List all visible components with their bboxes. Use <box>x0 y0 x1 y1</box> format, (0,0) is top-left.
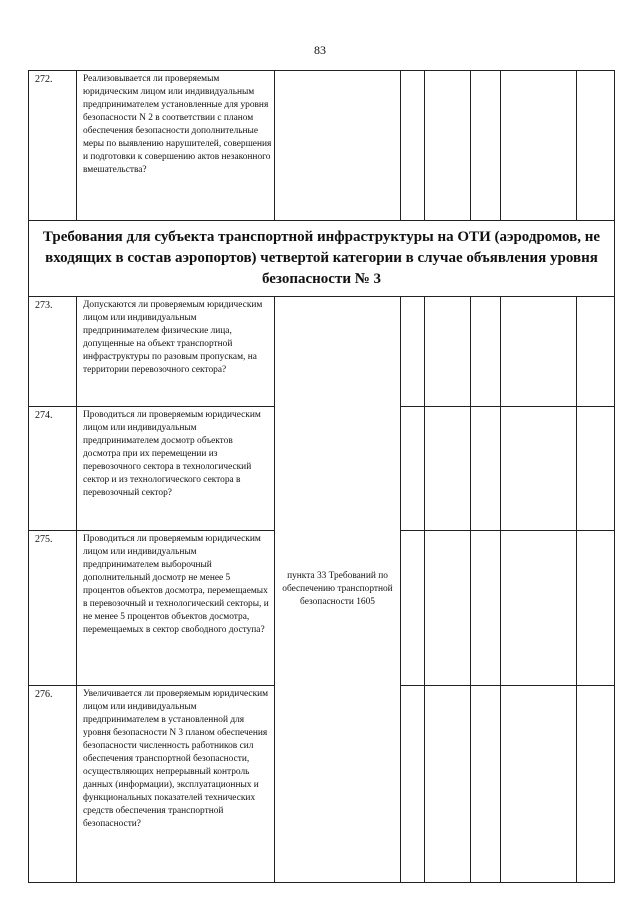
extra-cell <box>577 297 615 407</box>
table-row-273 <box>29 297 615 407</box>
question-text: Проводиться ли проверяемым юридическим лицом или индивидуальным предпринимателем досмотр объектов досмотра при их перемещении из перевозочного сектора в технологический сектор и из технологического сектора в перевозочный сектор? <box>77 407 275 531</box>
answer-cell-no <box>425 531 471 686</box>
extra-cell <box>577 71 615 221</box>
section-title: Требования для субъекта транспортной инфраструктуры на ОТИ (аэродромов, не входящих в состав аэропортов) четвертой категории в случае объявления уровня безопасности № 3 <box>29 221 615 297</box>
page-number: 83 <box>314 43 326 57</box>
row-number: 275. <box>29 531 77 686</box>
table-row-272 <box>29 71 615 221</box>
extra-cell <box>577 407 615 531</box>
answer-cell-na <box>471 71 501 221</box>
answer-cell-yes <box>401 686 425 883</box>
notes-cell <box>501 686 577 883</box>
question-text: Проводиться ли проверяемым юридическим лицом или индивидуальным предпринимателем выборочный дополнительный досмотр не менее 5 процентов объектов досмотра, перемещаемых в перевозочный и технологический секторы, и не менее 5 процентов объектов досмотра, перемещаемых в сектор свободного доступа? <box>77 531 275 686</box>
notes-cell <box>501 297 577 407</box>
row-number: 272. <box>29 71 77 221</box>
answer-cell-no <box>425 407 471 531</box>
section-header-row <box>29 221 615 297</box>
question-text: Допускаются ли проверяемым юридическим лицом или индивидуальным предпринимателем физические лица, допущенные на объект транспортной инфраструктуры по разовым пропускам, на территории перевозочного сектора? <box>77 297 275 407</box>
notes-cell <box>501 71 577 221</box>
answer-cell-na <box>471 297 501 407</box>
answer-cell-yes <box>401 297 425 407</box>
row-number: 274. <box>29 407 77 531</box>
answer-cell-na <box>471 407 501 531</box>
notes-cell <box>501 407 577 531</box>
row-number: 273. <box>29 297 77 407</box>
answer-cell-no <box>425 686 471 883</box>
question-text: Реализовывается ли проверяемым юридическим лицом или индивидуальным предпринимателем установленные для уровня безопасности N 2 в соответствии с планом обеспечения безопасности дополнительные меры по выявлению нарушителей, совершения и подготовки к совершению актов незаконного вмешательства? <box>77 71 275 221</box>
answer-cell-yes <box>401 531 425 686</box>
answer-cell-na <box>471 531 501 686</box>
answer-cell-no <box>425 71 471 221</box>
answer-cell-no <box>425 297 471 407</box>
reference-merged-cell: пункта 33 Требований по обеспечению транспортной безопасности 1605 <box>275 297 401 883</box>
row-number: 276. <box>29 686 77 883</box>
question-text: Увеличивается ли проверяемым юридическим лицом или индивидуальным предпринимателем в установленной для уровня безопасности N 3 планом обеспечения безопасности численность работников сил обеспечения транспортной безопасности, осуществляющих непрерывный контроль данных (информации), эксплуатационных и функциональных показателей технических средств обеспечения транспортной безопасности? <box>77 686 275 883</box>
notes-cell <box>501 531 577 686</box>
extra-cell <box>577 531 615 686</box>
answer-cell-na <box>471 686 501 883</box>
extra-cell <box>577 686 615 883</box>
requirements-table <box>28 70 615 883</box>
answer-cell-yes <box>401 407 425 531</box>
answer-cell-yes <box>401 71 425 221</box>
reference-cell <box>275 71 401 221</box>
